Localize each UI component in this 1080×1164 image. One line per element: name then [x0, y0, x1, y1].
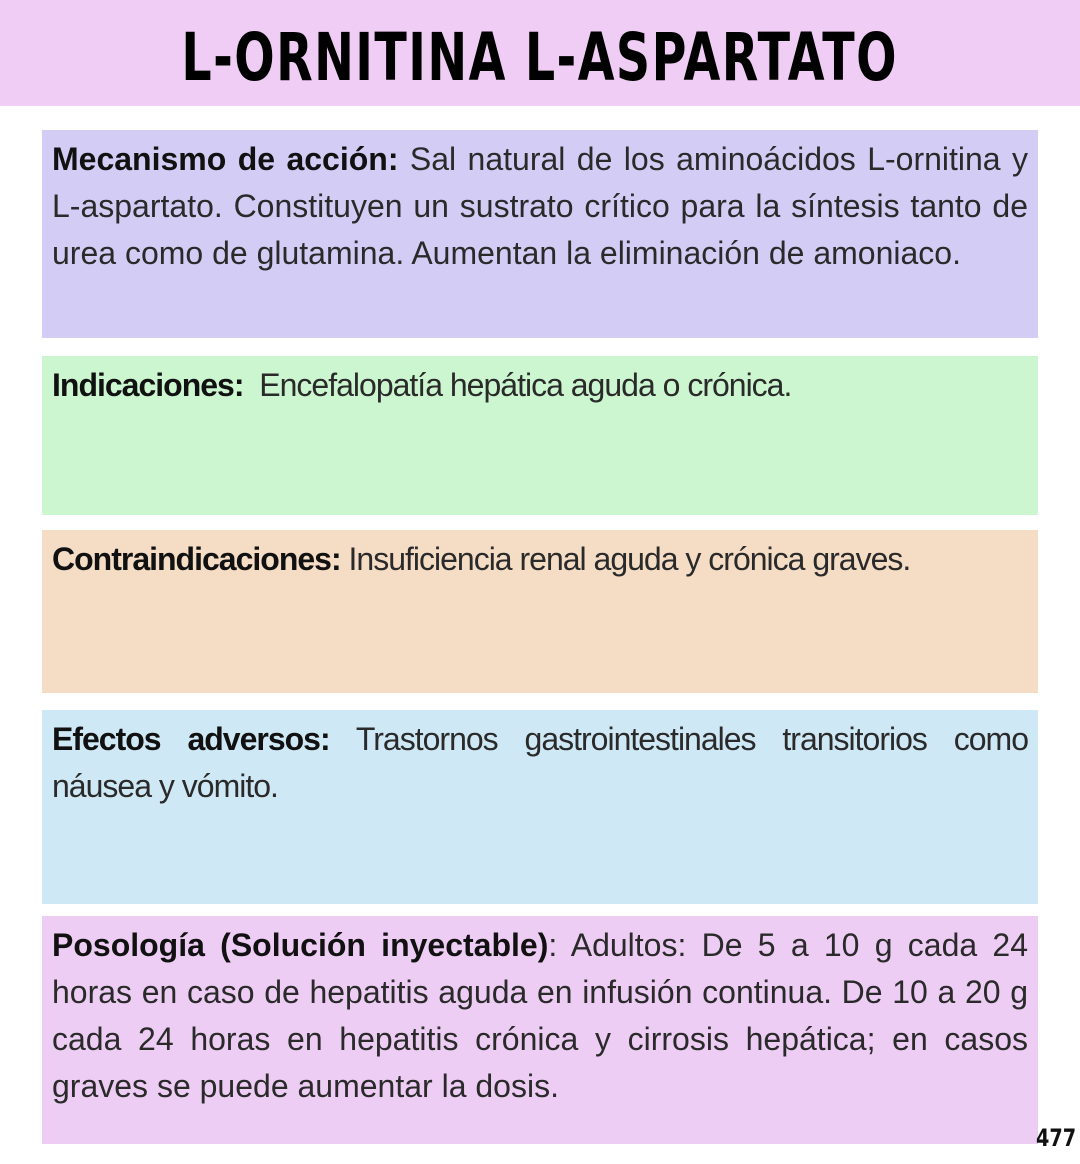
section-text: Sal natural de los aminoácidos L-ornitina y L-aspartato. Constituyen un sustrato crítico para la síntesis tanto de urea como de glutamina. Aumentan la eliminación de amoniaco.	[52, 141, 1029, 271]
section-text: Encefalopatía hepática aguda o crónica.	[243, 367, 792, 403]
section-adverse-effects	[42, 710, 1038, 904]
section-text: : Adultos: De 5 a 10 g cada 24 horas en caso de hepatitis aguda en infusión continua. De 10 a 20 g cada 24 horas en hepatitis crónica y cirrosis hepática; en casos graves se puede aumentar la dosis.	[52, 927, 1029, 1104]
section-label: Efectos adversos:	[52, 721, 330, 757]
section-indications	[42, 356, 1038, 515]
section-text: Insuficiencia renal aguda y crónica graves.	[340, 541, 911, 577]
title-banner	[0, 0, 1080, 106]
section-contraindications	[42, 530, 1038, 693]
section-mechanism	[42, 130, 1038, 338]
section-text: Trastornos gastrointestinales transitorios como náusea y vómito.	[52, 721, 1029, 804]
section-label: Mecanismo de acción:	[52, 141, 399, 177]
page-title: L-ORNITINA L-ASPARTATO	[181, 18, 899, 96]
section-label: Contraindicaciones:	[52, 541, 341, 577]
section-label: Indicaciones:	[52, 367, 244, 403]
section-label: Posología (Solución inyectable)	[52, 927, 549, 963]
section-dosage	[42, 916, 1038, 1144]
page-number: 477	[1035, 1124, 1076, 1152]
